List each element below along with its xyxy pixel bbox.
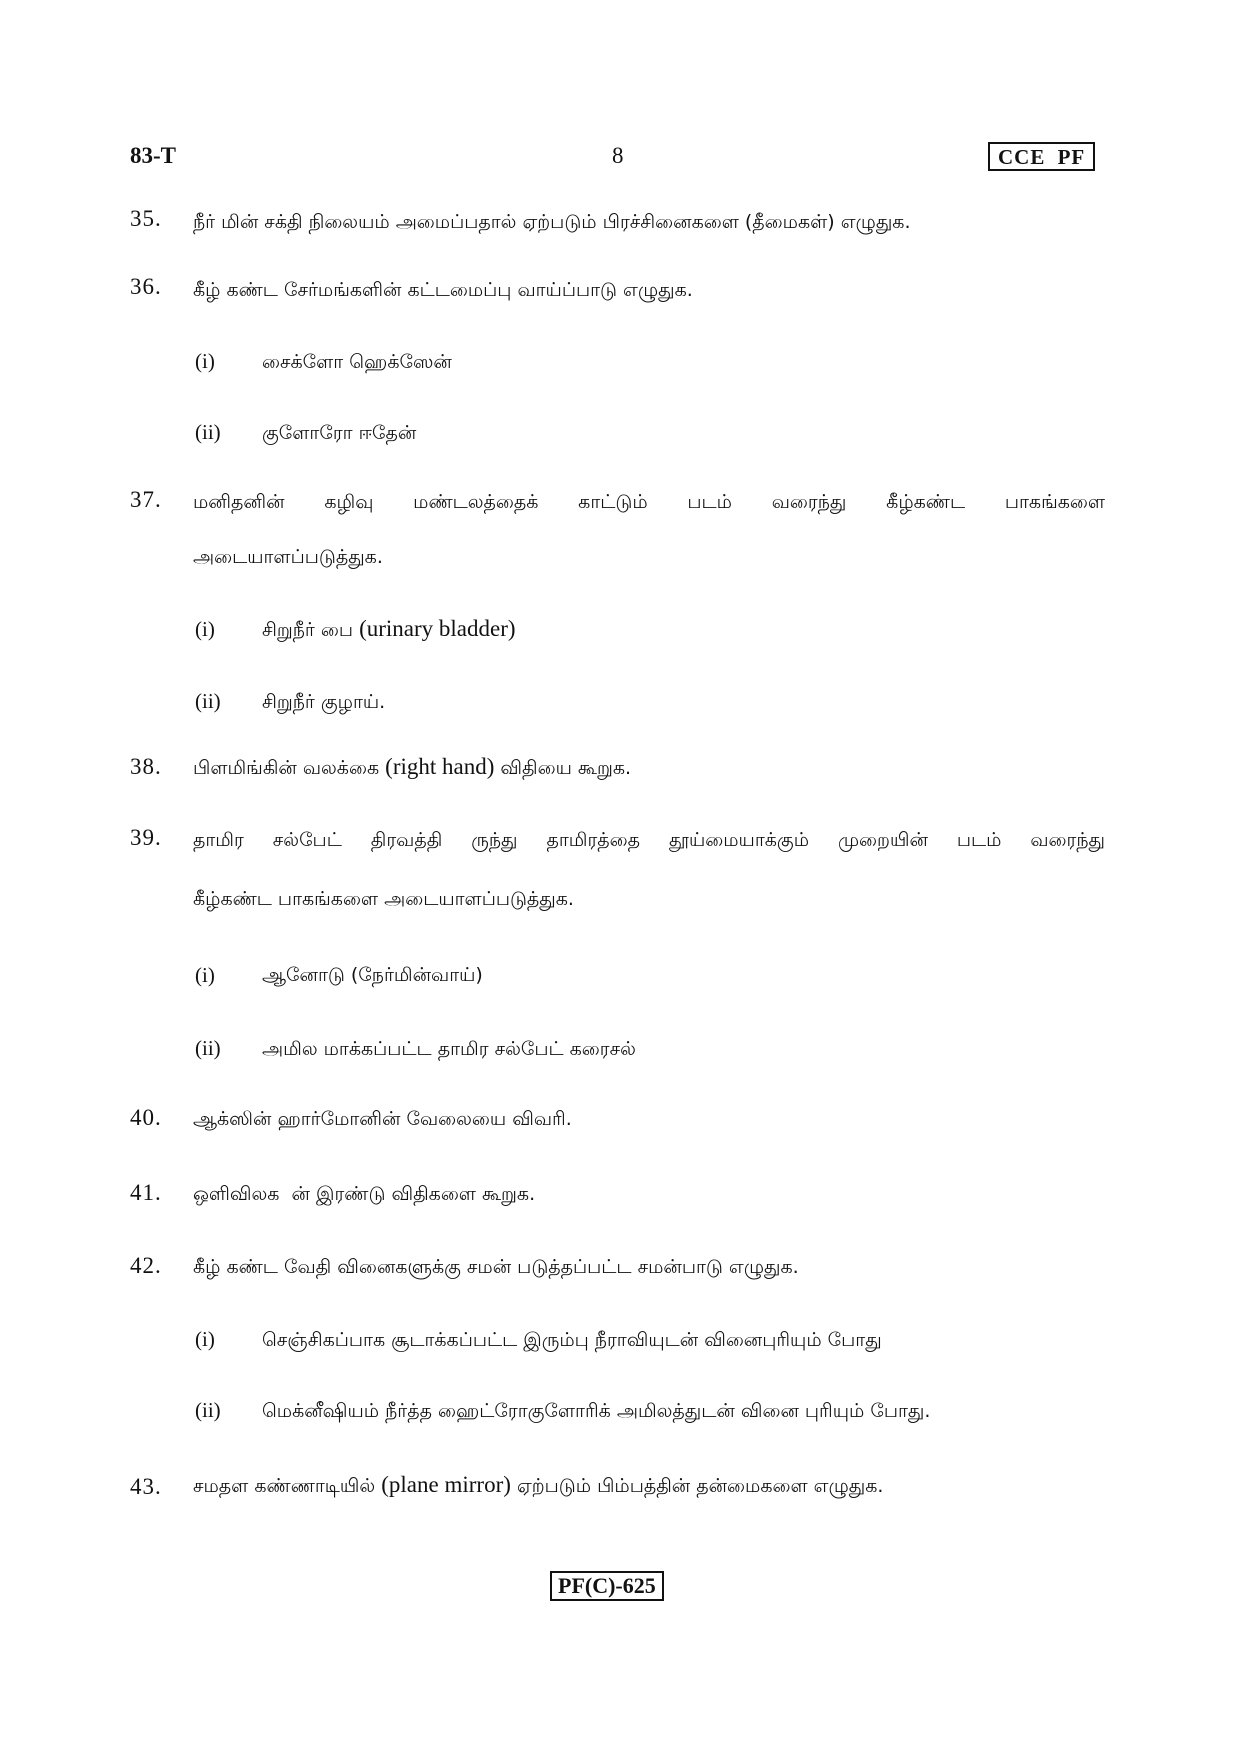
sub-number-39-ii: (ii) [195,1036,221,1060]
question-text-38-part2: விதியை கூறுக. [500,757,632,779]
question-text-42: கீழ் கண்ட வேதி வினைகளுக்கு சமன் படுத்தப்பட்ட சமன்பாடு எழுதுக. [193,1256,799,1278]
sub-text-39-i: ஆனோடு (நேர்மின்வாய்) [262,964,483,986]
question-text-36: கீழ் கண்ட சேர்மங்களின் கட்டமைப்பு வாய்ப்பாடு எழுதுக. [193,279,693,301]
sub-number-37-ii: (ii) [195,689,221,713]
sub-text-42-ii: மெக்னீஷியம் நீர்த்த ஹைட்ரோகுளோரிக் அமிலத்துடன் வினை புரியும் போது. [262,1400,931,1422]
paper-code: 83-T [130,143,176,168]
question-text-39-line1: தாமிர சல்பேட் திரவத்தி ருந்து தாமிரத்தை தூய்மையாக்கும் முறையின் படம் வரைந்து [193,829,1105,851]
question-text-38-part1: பிளமிங்கின் வலக்கை [193,757,380,779]
question-number-39: 39. [130,825,162,850]
sub-text-36-i: சைக்ளோ ஹெக்ஸேன் [262,351,452,373]
sub-number-42-i: (i) [195,1327,215,1351]
question-number-35: 35. [130,206,162,231]
question-text-43-part1: சமதள கண்ணாடியில் [193,1475,376,1497]
question-text-38-english: (right hand) [385,754,495,779]
sub-text-37-ii: சிறுநீர் குழாய். [262,691,386,713]
question-number-41: 41. [130,1180,162,1205]
question-text-41: ஒளிவிலக ன் இரண்டு விதிகளை கூறுக. [193,1183,536,1205]
exam-label-box: CCE PF [988,142,1095,171]
footer-code-box: PF(C)-625 [550,1571,664,1601]
sub-number-36-i: (i) [195,349,215,373]
question-number-36: 36. [130,274,162,299]
question-number-37: 37. [130,487,162,512]
question-text-39-line2: கீழ்கண்ட பாகங்களை அடையாளப்படுத்துக. [193,888,574,910]
sub-text-37-i-tamil: சிறுநீர் பை [262,619,354,641]
sub-text-36-ii: குளோரோ ஈதேன் [262,422,417,444]
question-text-37-line1: மனிதனின் கழிவு மண்டலத்தைக் காட்டும் படம் வரைந்து கீழ்கண்ட பாகங்களை [193,491,1105,513]
page-number: 8 [612,143,624,168]
question-text-38 [193,753,1105,782]
sub-text-39-ii: அமில மாக்கப்பட்ட தாமிர சல்பேட் கரைசல் [262,1038,636,1060]
question-text-40: ஆக்ஸின் ஹார்மோனின் வேலையை விவரி. [193,1108,572,1130]
sub-text-37-i [262,615,516,644]
question-text-37-line2: அடையாளப்படுத்துக. [193,546,383,568]
question-number-42: 42. [130,1253,162,1278]
question-text-35: நீர் மின் சக்தி நிலையம் அமைப்பதால் ஏற்படும் பிரச்சினைகளை (தீமைகள்) எழுதுக. [193,211,911,233]
sub-number-37-i: (i) [195,617,215,641]
sub-number-36-ii: (ii) [195,420,221,444]
sub-text-37-i-english: (urinary bladder) [359,616,516,641]
question-number-38: 38. [130,754,162,779]
sub-number-39-i: (i) [195,963,215,987]
question-text-43-english: (plane mirror) [381,1472,511,1497]
question-number-40: 40. [130,1105,162,1130]
question-text-43-part2: ஏற்படும் பிம்பத்தின் தன்மைகளை எழுதுக. [516,1475,884,1497]
question-number-43: 43. [130,1474,162,1499]
question-text-43 [193,1471,1105,1500]
sub-number-42-ii: (ii) [195,1398,221,1422]
sub-text-42-i: செஞ்சிகப்பாக சூடாக்கப்பட்ட இரும்பு நீராவியுடன் வினைபுரியும் போது [262,1329,882,1351]
